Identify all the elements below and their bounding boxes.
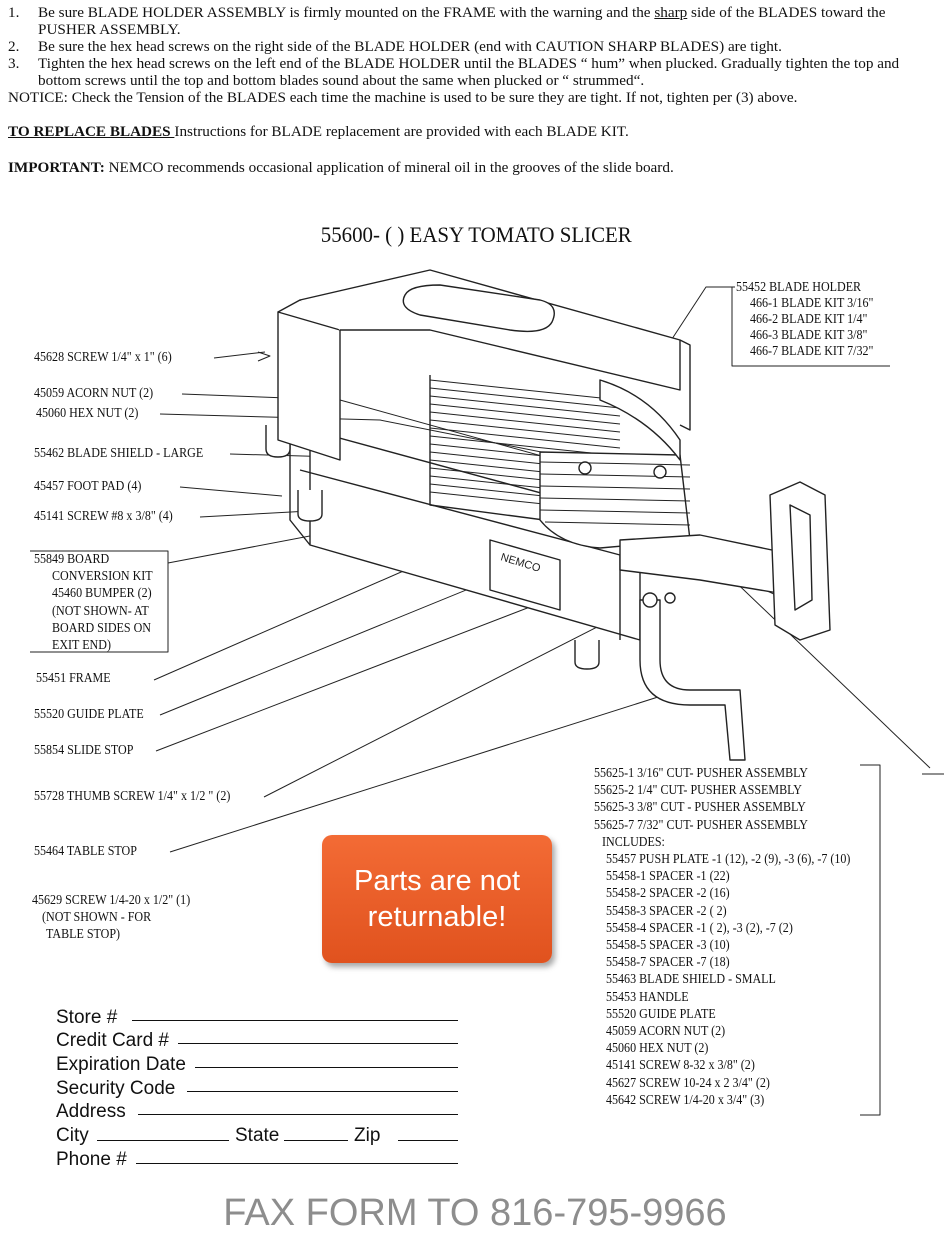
includes-item: 45642 SCREW 1/4-20 x 3/4" (3) bbox=[606, 1092, 765, 1108]
callout-slide-stop: 55854 SLIDE STOP bbox=[34, 743, 134, 758]
table-stop-screw-callout bbox=[32, 892, 216, 943]
includes-list bbox=[606, 851, 890, 1109]
callout-blade-shield-large: 55462 BLADE SHIELD - LARGE bbox=[34, 446, 204, 461]
includes-item: 55458-2 SPACER -2 (16) bbox=[606, 886, 730, 902]
expiration-date-field[interactable] bbox=[195, 1067, 458, 1068]
instruction-text: side of the BLADES toward the PUSHER ASSEMBLY. bbox=[38, 4, 886, 38]
state-field[interactable] bbox=[284, 1140, 348, 1141]
instruction-text: Be sure BLADE HOLDER ASSEMBLY is firmly mounted on the FRAME with the warning and the bbox=[38, 4, 655, 21]
includes-item: 55457 PUSH PLATE -1 (12), -2 (9), -3 (6), -7 (10) bbox=[606, 852, 851, 868]
includes-item: 45059 ACORN NUT (2) bbox=[606, 1024, 726, 1040]
callout-frame: 55451 FRAME bbox=[36, 671, 111, 686]
board-kit-line: CONVERSION KIT bbox=[52, 569, 153, 585]
includes-item: 45627 SCREW 10-24 x 2 3/4" (2) bbox=[606, 1075, 770, 1091]
includes-item: 55463 BLADE SHIELD - SMALL bbox=[606, 972, 776, 988]
instruction-number: 3. bbox=[8, 55, 20, 72]
includes-item: 55520 GUIDE PLATE bbox=[606, 1006, 716, 1022]
blade-kit-item: 466-2 BLADE KIT 1/4" bbox=[750, 312, 868, 327]
security-code-field[interactable] bbox=[187, 1091, 458, 1092]
parts-not-returnable-badge bbox=[322, 835, 552, 963]
brand-label: NEMCO bbox=[499, 551, 542, 575]
callout-guide-plate: 55520 GUIDE PLATE bbox=[34, 707, 144, 722]
security-code-label: Security Code bbox=[56, 1078, 176, 1099]
address-label: Address bbox=[56, 1101, 126, 1122]
table-stop-screw-line: 45629 SCREW 1/4-20 x 1/2" (1) bbox=[32, 893, 191, 908]
board-kit-callout bbox=[34, 551, 169, 654]
includes-item: 45060 HEX NUT (2) bbox=[606, 1041, 709, 1057]
board-kit-line: 55849 BOARD bbox=[34, 552, 110, 567]
page-title-text: 55600- ( ) EASY TOMATO SLICER bbox=[320, 222, 632, 247]
callout-acorn-nut: 45059 ACORN NUT (2) bbox=[34, 386, 154, 401]
table-stop-screw-line: (NOT SHOWN - FOR bbox=[42, 910, 152, 925]
instruction-number: 2. bbox=[8, 38, 20, 55]
board-kit-line: BOARD SIDES ON bbox=[52, 620, 152, 636]
includes-item: 45141 SCREW 8-32 x 3/8" (2) bbox=[606, 1058, 755, 1074]
credit-card-field[interactable] bbox=[178, 1043, 458, 1044]
phone-label: Phone # bbox=[56, 1149, 127, 1170]
notice-text: NOTICE: Check the Tension of the BLADES each time the machine is used to be sure they are tight. If not, tighten per (3) above. bbox=[8, 89, 798, 106]
table-stop bbox=[640, 600, 745, 760]
callout-table-stop: 55464 TABLE STOP bbox=[34, 844, 137, 859]
blade-kit-item: 466-1 BLADE KIT 3/16" bbox=[750, 296, 874, 311]
instruction-underlined: sharp bbox=[654, 4, 688, 21]
blade-kit-item: 466-7 BLADE KIT 7/32" bbox=[750, 344, 874, 359]
board-kit-line: 45460 BUMPER (2) bbox=[52, 586, 152, 602]
instruction-text: Tighten the hex head screws on the left end of the BLADE HOLDER until the BLADES “ hum” when plucked. Gradually tighten the top and bottom screws until the top and bottom blades sound about the same when plucked or “ strummed“. bbox=[38, 55, 900, 89]
pusher-assembly-item: 55625-3 3/8" CUT - PUSHER ASSEMBLY bbox=[594, 800, 806, 816]
includes-label: INCLUDES: bbox=[602, 834, 665, 850]
phone-field[interactable] bbox=[136, 1163, 458, 1164]
callout-foot-pad: 45457 FOOT PAD (4) bbox=[34, 479, 142, 494]
address-field[interactable] bbox=[138, 1114, 458, 1115]
board-kit-line: EXIT END) bbox=[52, 638, 111, 654]
table-stop-screw-line: TABLE STOP) bbox=[46, 927, 121, 942]
store-label: Store # bbox=[56, 1007, 118, 1028]
expiration-date-label: Expiration Date bbox=[56, 1054, 186, 1075]
includes-item: 55458-1 SPACER -1 (22) bbox=[606, 869, 730, 885]
includes-item: 55458-3 SPACER -2 ( 2) bbox=[606, 903, 727, 919]
important-text: NEMCO recommends occasional application of mineral oil in the grooves of the slide board. bbox=[104, 159, 674, 176]
credit-card-label: Credit Card # bbox=[56, 1030, 169, 1051]
pusher-assembly-item: 55625-1 3/16" CUT- PUSHER ASSEMBLY bbox=[594, 766, 809, 781]
badge-line: returnable! bbox=[367, 901, 507, 933]
store-field[interactable] bbox=[132, 1020, 458, 1021]
replace-blades-heading: TO REPLACE BLADES bbox=[8, 123, 175, 140]
zip-label: Zip bbox=[354, 1125, 381, 1146]
instruction-number: 1. bbox=[8, 4, 20, 21]
instruction-text: Be sure the hex head screws on the right side of the BLADE HOLDER (end with CAUTION SHARP BLADES) are tight. bbox=[38, 38, 782, 55]
board-kit-line: (NOT SHOWN- AT bbox=[52, 603, 149, 619]
includes-item: 55453 HANDLE bbox=[606, 989, 689, 1005]
blade-kit-item: 466-3 BLADE KIT 3/8" bbox=[750, 328, 868, 343]
zip-field[interactable] bbox=[398, 1140, 458, 1141]
city-field[interactable] bbox=[97, 1140, 229, 1141]
pusher-assembly-list bbox=[594, 765, 890, 1109]
important-heading: IMPORTANT: bbox=[8, 159, 105, 176]
callout-screw-45628: 45628 SCREW 1/4" x 1" (6) bbox=[34, 350, 172, 365]
includes-item: 55458-4 SPACER -1 ( 2), -3 (2), -7 (2) bbox=[606, 920, 793, 936]
callout-hex-nut: 45060 HEX NUT (2) bbox=[36, 406, 139, 421]
state-label: State bbox=[235, 1125, 280, 1146]
pusher-handle bbox=[770, 482, 830, 640]
includes-item: 55458-5 SPACER -3 (10) bbox=[606, 938, 730, 954]
callout-thumb-screw: 55728 THUMB SCREW 1/4" x 1/2 " (2) bbox=[34, 789, 231, 804]
badge-line: Parts are not bbox=[353, 865, 521, 897]
replace-blades-text: Instructions for BLADE replacement are provided with each BLADE KIT. bbox=[174, 123, 629, 140]
fax-instruction: FAX FORM TO 816-795-9966 bbox=[223, 1192, 727, 1234]
pusher-assembly-item: 55625-2 1/4" CUT- PUSHER ASSEMBLY bbox=[594, 783, 802, 799]
callout-screw-45141: 45141 SCREW #8 x 3/8" (4) bbox=[34, 509, 173, 524]
includes-item: 55458-7 SPACER -7 (18) bbox=[606, 955, 730, 971]
pusher-assembly-item: 55625-7 7/32" CUT- PUSHER ASSEMBLY bbox=[594, 817, 809, 833]
city-label: City bbox=[56, 1125, 89, 1146]
blade-holder-callout bbox=[736, 278, 894, 360]
blade-holder-heading: 55452 BLADE HOLDER bbox=[736, 280, 862, 295]
